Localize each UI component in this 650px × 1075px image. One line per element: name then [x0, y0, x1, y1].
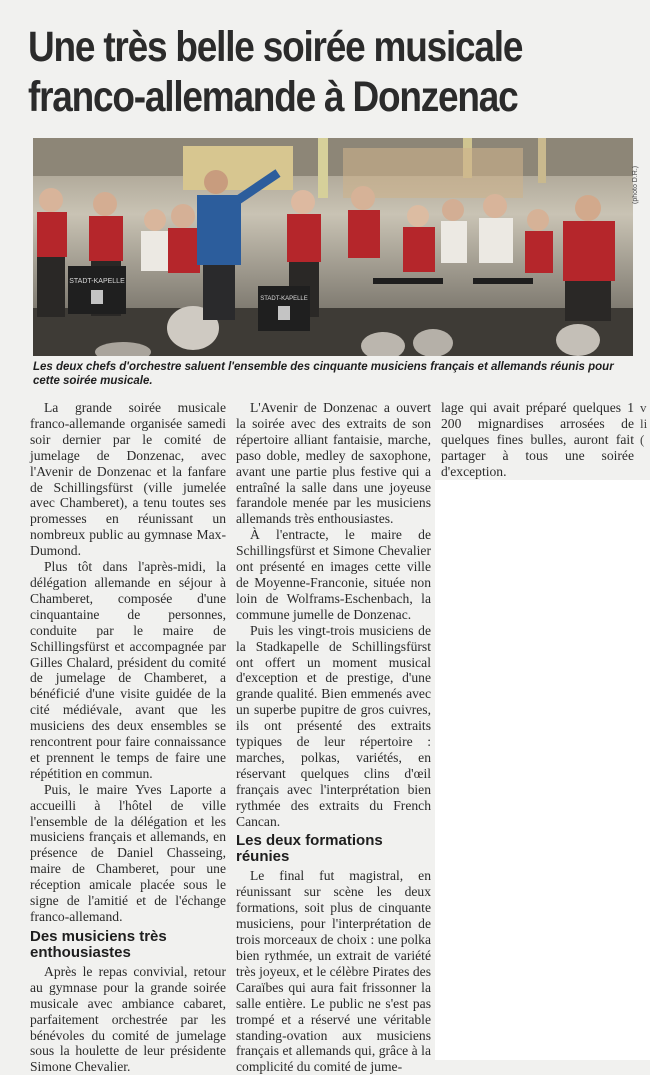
- concert-photo: [33, 138, 633, 356]
- photo-credit: (photo D.R.): [632, 165, 639, 204]
- paragraph: La grande soirée musicale franco-allemande organisée samedi soir dernier par le comité de jumelage de Donzenac, avec l'Avenir de Donzenac et la fanfare de Schillingsfürst (ville jumelée avec Chamberet), a tenu toutes ses promesses en réunissant un nombreux public au gymnase Max-Dumond.: [30, 400, 226, 559]
- paragraph: À l'entracte, le maire de Schillingsfürst et Simone Chevalier ont présenté en images cette ville de Moyenne-Franconie, située non loin de Wolframs-Eschenbach, la commune jumelle de Donzenac.: [236, 527, 431, 622]
- subheading: Les deux formations réunies: [236, 832, 383, 866]
- adjacent-article-edge: v li (: [640, 400, 648, 447]
- headline-line-1: Une très belle soirée musicale: [28, 23, 523, 71]
- article-column-2: [236, 400, 431, 1075]
- subheading: Des musiciens très enthousiastes: [30, 927, 167, 961]
- stand-text-left: STADT-KAPELLE: [69, 278, 125, 285]
- article-column-1: [30, 400, 226, 1075]
- paragraph: Plus tôt dans l'après-midi, la délégation allemande en séjour à Chamberet, composée d'une cinquantaine de personnes, conduite par le maire de Schillingsfürst et accompagnée par Gilles Chalard, président du comité de jumelage de Chamberet, a bénéficié d'une visite guidée de la cité médiévale, avant que les musiciens des deux ensembles se rencontrent pour faire connaissance et prennent le temps de faire une répétition en commun.: [30, 559, 226, 781]
- music-stand-left: [68, 266, 126, 314]
- music-stand-right: [258, 286, 310, 331]
- paragraph: Après le repas convivial, retour au gymnase pour la grande soirée musicale avec ambiance cabaret, parfaitement orchestrée par les bénévoles du comité de jumelage sous la houlette de leur présidente Simone Chevalier.: [30, 963, 226, 1075]
- blank-area: [435, 480, 650, 1060]
- paragraph: lage qui avait préparé quelques 1 200 mignardises arrosées de quelques fines bulles, auront fait partager à tous une soirée d'exception.: [441, 400, 634, 479]
- article-headline: [28, 22, 544, 122]
- headline-line-2: franco-allemande à Donzenac: [28, 73, 518, 121]
- stand-text-right: STADT-KAPELLE: [260, 296, 308, 302]
- paragraph: L'Avenir de Donzenac a ouvert la soirée avec des extraits de son répertoire alliant fantaisie, marche, paso doble, medley de saxophone, avant une partie plus festive qui a entraîné la salle dans une joyeuse farandole menée par les musiciens allemands très enthousiastes.: [236, 400, 431, 527]
- paragraph: Puis, le maire Yves Laporte a accueilli à l'hôtel de ville l'ensemble de la délégation et les musiciens français et allemands, en présence de Daniel Chasseing, maire de Chamberet, pour une réception amicale placée sous le signe de l'amitié et de l'échange franco-allemand.: [30, 781, 226, 924]
- paragraph: Le final fut magistral, en réunissant sur scène les deux formations, soit plus de cinquante musiciens, pour l'interprétation de trois morceaux de choix : une polka bien rythmée, un extrait de variété très joyeux, et le célèbre Pirates des Caraïbes qui aura fait frissonner la salle entière. Le public ne s'est pas trompé et a réservé une véritable standing-ovation aux musiciens français et allemands qui, grâce à la complicité du comité de jume-: [236, 868, 431, 1075]
- photo-caption: Les deux chefs d'orchestre saluent l'ensemble des cinquante musiciens français et allemands réunis pour cette soirée musicale.: [33, 361, 614, 387]
- article-column-3: [441, 400, 634, 480]
- paragraph: Puis les vingt-trois musiciens de la Stadkapelle de Schillingsfürst ont offert un moment musical d'exception et de prestige, d'une grande qualité. Bien emmenés avec un superbe pupitre de gros cuivres, ils ont présenté des extraits typiques de leur répertoire : marches, polkas, variétés, en réservant quelques clins d'œil français avec l'interprétation bien rythmée des extraits du French Cancan.: [236, 622, 431, 829]
